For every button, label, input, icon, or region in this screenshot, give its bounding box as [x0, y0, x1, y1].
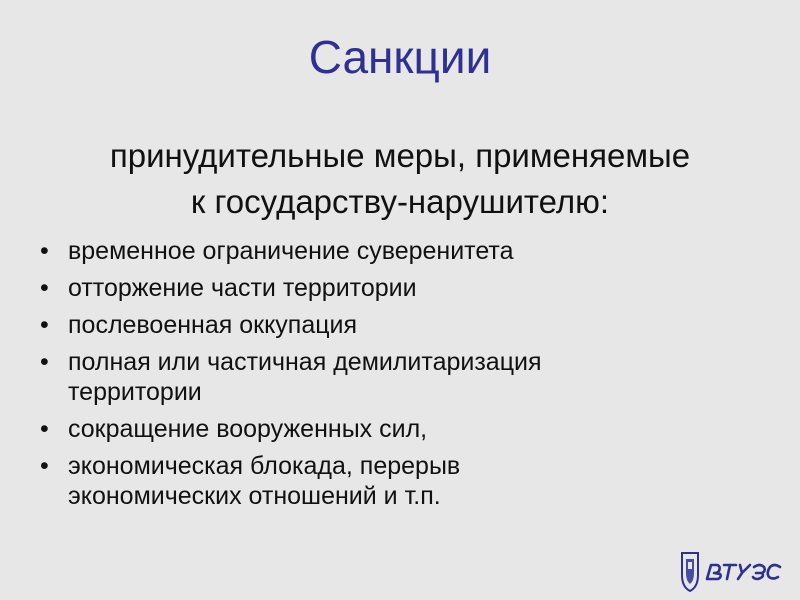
bullet-text: сокращение вооруженных сил,: [68, 415, 428, 443]
bullet-item: [40, 451, 740, 511]
bullet-text-line-2: экономических отношений и т.п.: [68, 482, 441, 510]
bullet-text-line-1: экономическая блокада, перерыв: [68, 452, 461, 480]
bullet-item: [40, 273, 740, 303]
bullet-text: временное ограничение суверенитета: [68, 237, 514, 265]
bullet-dot: •: [40, 311, 49, 339]
bullet-item: [40, 236, 740, 266]
bullet-text-line-1: полная или частичная демилитаризация: [68, 348, 542, 376]
bullet-text: послевоенная оккупация: [68, 311, 358, 339]
subtitle-line-2: к государству-нарушителю:: [190, 183, 610, 220]
emblem-icon: [682, 553, 698, 591]
bullet-item: [40, 414, 740, 444]
slide-title: Санкции: [308, 31, 492, 83]
bullet-dot: •: [40, 415, 49, 443]
bullet-item: [40, 310, 740, 340]
bullet-text-line-2: территории: [68, 378, 202, 406]
bullet-dot: •: [40, 348, 49, 376]
bullet-item: [40, 347, 740, 407]
bullet-text: отторжение части территории: [68, 274, 417, 302]
logo-lettering: [707, 565, 780, 579]
subtitle-line-1: принудительные меры, применяемые: [109, 137, 691, 174]
bullet-dot: •: [40, 237, 49, 265]
bullet-dot: •: [40, 274, 49, 302]
bullet-dot: •: [40, 452, 49, 480]
bullet-list: [40, 236, 740, 518]
slide-subtitle: [20, 133, 780, 225]
vtues-logo: [676, 549, 786, 593]
